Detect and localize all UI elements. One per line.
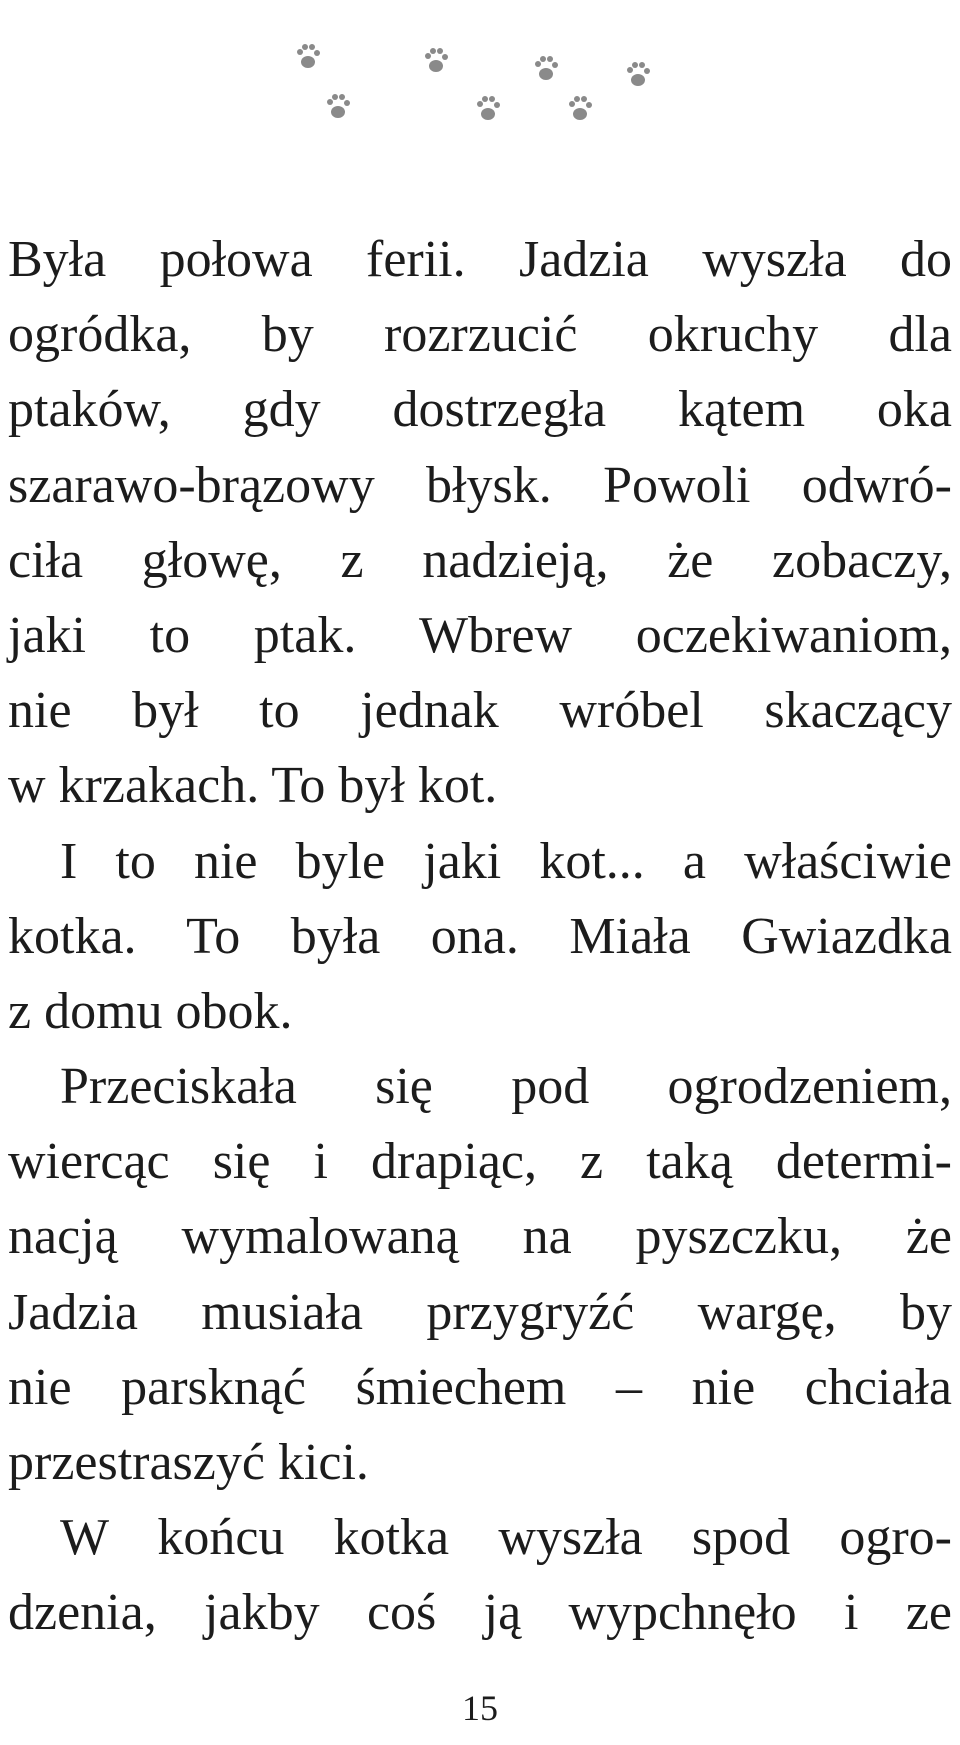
text-line: kotka. To była ona. Miała Gwiazdka [8, 907, 952, 965]
text-line: dzenia, jakby coś ją wypchnęło i ze [8, 1584, 952, 1642]
text-line: jaki to ptak. Wbrew oczekiwaniom, [8, 606, 952, 664]
text-line: ptaków, gdy dostrzegła kątem oka [8, 381, 952, 439]
text-line: Jadzia musiała przygryźć wargę, by [8, 1283, 952, 1341]
text-line: ciła głowę, z nadzieją, że zobaczy, [8, 531, 952, 589]
text-line: szarawo-brązowy błysk. Powoli odwró- [8, 456, 952, 514]
text-line: wiercąc się i drapiąc, z taką determi- [8, 1133, 952, 1191]
text-line: ogródka, by rozrzucić okruchy dla [8, 306, 952, 364]
text-line: I to nie byle jaki kot... a właściwie [60, 832, 952, 890]
body-text [8, 222, 952, 1651]
text-line: W końcu kotka wyszła spod ogro- [60, 1509, 952, 1567]
text-line: Była połowa ferii. Jadzia wyszła do [8, 231, 952, 288]
text-line: nie parsknąć śmiechem – nie chciała [8, 1358, 952, 1416]
text-line: w krzakach. To był kot. [8, 757, 498, 815]
text-line: Przeciskała się pod ogrodzeniem, [60, 1058, 952, 1116]
text-line: nacją wymalowaną na pyszczku, że [8, 1208, 952, 1266]
paw-prints-icon [0, 0, 960, 170]
text-line: przestraszyć kici. [8, 1434, 369, 1491]
text-line: nie był to jednak wróbel skaczący [8, 682, 952, 740]
page-number: 15 [462, 1688, 498, 1728]
text-line: z domu obok. [8, 982, 293, 1040]
